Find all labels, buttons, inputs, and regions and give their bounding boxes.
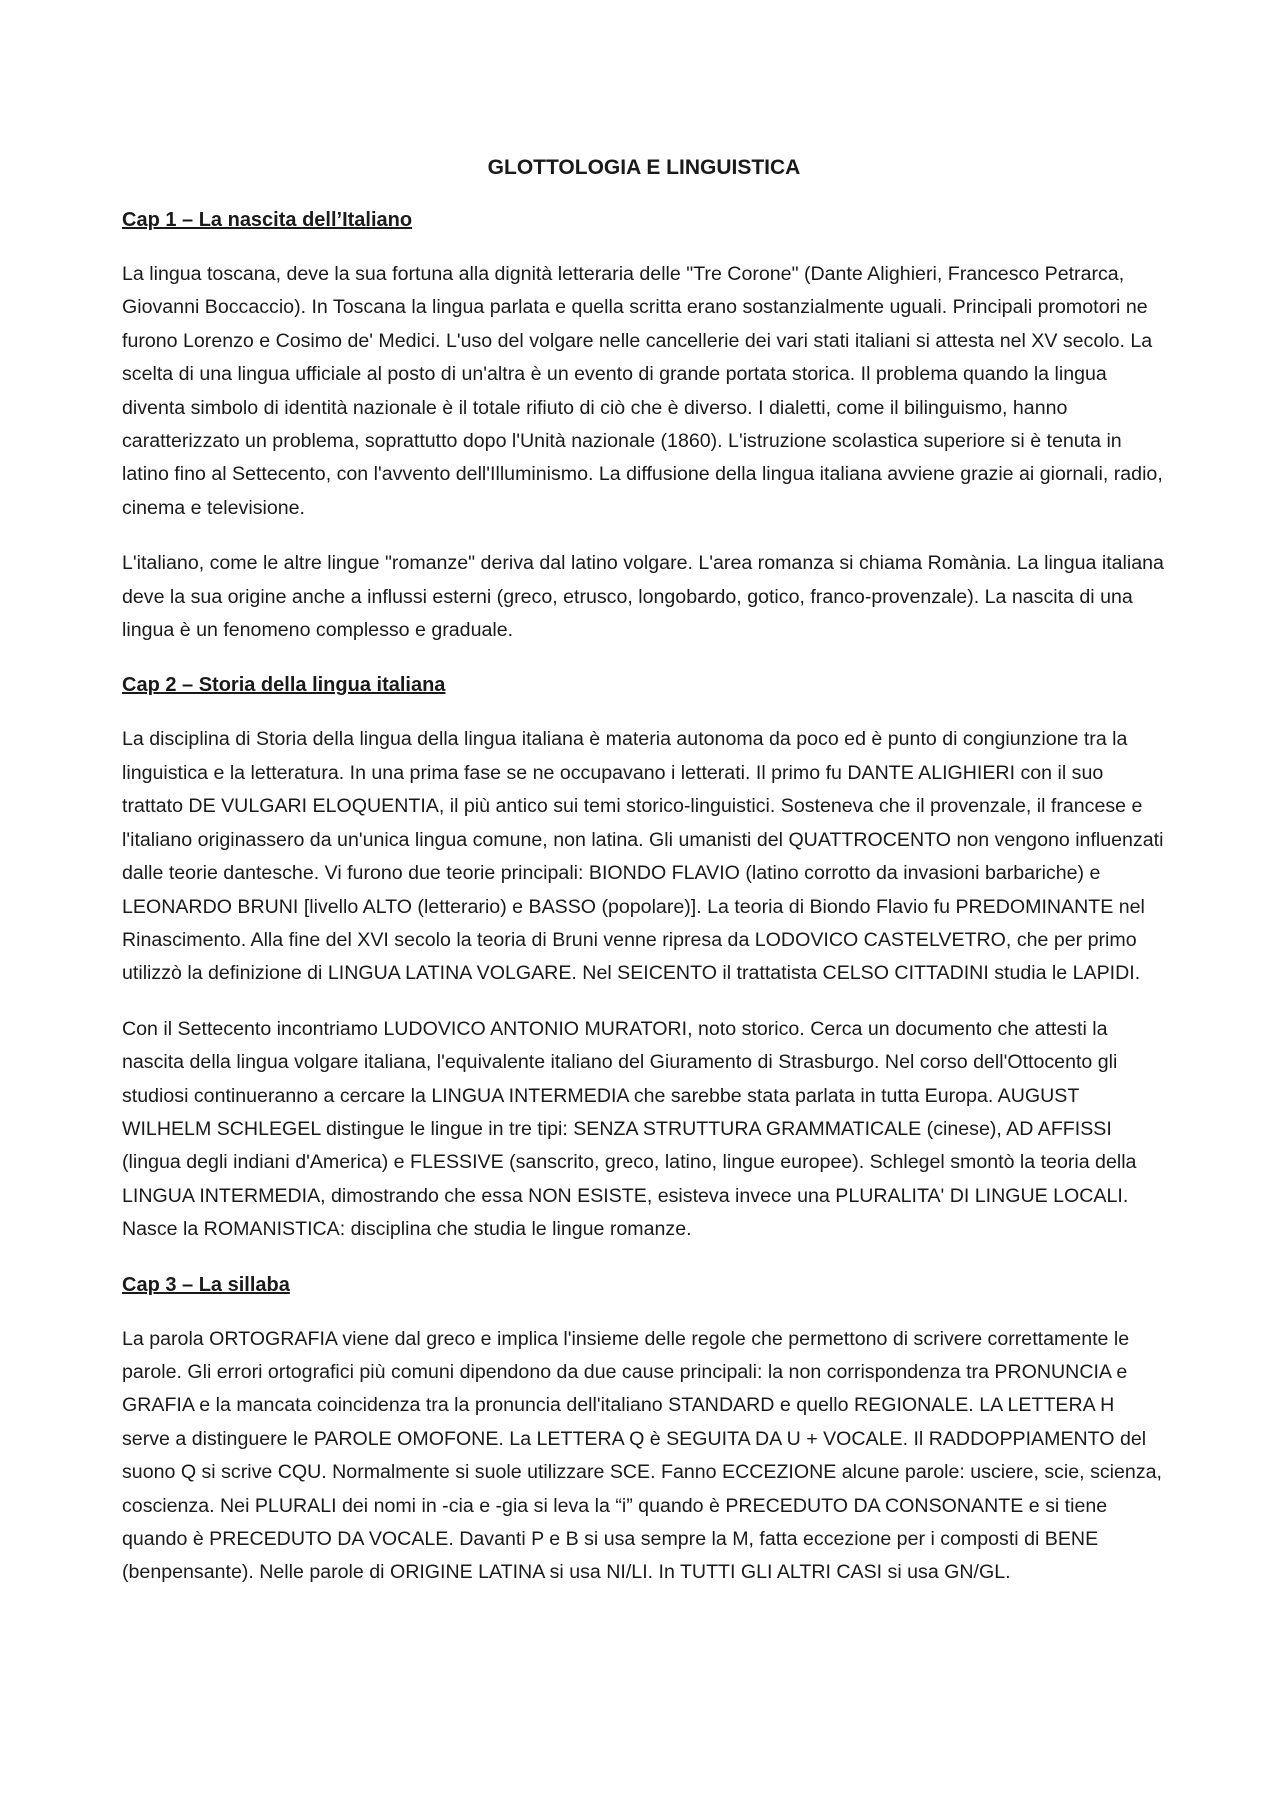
- paragraph-cap-2-1: La disciplina di Storia della lingua della lingua italiana è materia autonoma da poco ed è punto di congiunzione tra la linguistica e la letteratura. In una prima fase se ne occupavano i letterati. Il primo fu DANTE ALIGHIERI con il suo trattato DE VULGARI ELOQUENTIA, il più antico sui temi storico-linguistici. Sosteneva che il provenzale, il francese e l'italiano originassero da un'unica lingua comune, non latina. Gli umanisti del QUATTROCENTO non vengono influenzati dalle teorie dantesche. Vi furono due teorie principali: BIONDO FLAVIO (latino corrotto da invasioni barbariche) e LEONARDO BRUNI [livello ALTO (letterario) e BASSO (popolare)]. La teoria di Biondo Flavio fu PREDOMINANTE nel Rinascimento. Alla fine del XVI secolo la teoria di Bruni venne ripresa da LODOVICO CASTELVETRO, che per primo utilizzò la definizione di LINGUA LATINA VOLGARE. Nel SEICENTO il trattatista CELSO CITTADINI studia le LAPIDI.: [122, 728, 1164, 985]
- paragraph-cap-1-1: La lingua toscana, deve la sua fortuna alla dignità letteraria delle "Tre Corone" (Dante Alighieri, Francesco Petrarca, Giovanni Boccaccio). In Toscana la lingua parlata e quella scritta erano sostanzialmente uguali. Principali promotori ne furono Lorenzo e Cosimo de' Medici. L'uso del volgare nelle cancellerie dei vari stati italiani si attesta nel XV secolo. La scelta di una lingua ufficiale al posto di un'altra è un evento di grande portata storica. Il problema quando la lingua diventa simbolo di identità nazionale è il totale rifiuto di ciò che è diverso. I dialetti, come il bilinguismo, hanno caratterizzato un problema, soprattutto dopo l'Unità nazionale (1860). L'istruzione scolastica superiore si è tenuta in latino fino al Settecento, con l'avvento dell'Illuminismo. La diffusione della lingua italiana avviene grazie ai giornali, radio, cinema e televisione.: [122, 263, 1163, 519]
- document-page: [122, 152, 1166, 1612]
- section-heading-cap-3: Cap 3 – La sillaba: [122, 1273, 290, 1296]
- section-heading-cap-2: Cap 2 – Storia della lingua italiana: [122, 674, 446, 697]
- section-heading-cap-1: Cap 1 – La nascita dell’Italiano: [122, 209, 413, 231]
- document-title: GLOTTOLOGIA E LINGUISTICA: [487, 156, 801, 179]
- paragraph-cap-3-1: La parola ORTOGRAFIA viene dal greco e implica l'insieme delle regole che permettono di scrivere correttamente le parole. Gli errori ortografici più comuni dipendono da due cause principali: la non corrispondenza tra PRONUNCIA e GRAFIA e la mancata coincidenza tra la pronuncia dell'italiano STANDARD e quello REGIONALE. LA LETTERA H serve a distinguere le PAROLE OMOFONE. La LETTERA Q è SEGUITA DA U + VOCALE. Il RADDOPPIAMENTO del suono Q si scrive CQU. Normalmente si suole utilizzare SCE. Fanno ECCEZIONE alcune parole: usciere, scie, scienza, coscienza. Nei PLURALI dei nomi in -cia e -gia si leva la “i” quando è PRECEDUTO DA CONSONANTE e si tiene quando è PRECEDUTO DA VOCALE. Davanti P e B si usa sempre la M, fatta eccezione per i composti di BENE (benpensante). Nelle parole di ORIGINE LATINA si usa NI/LI. In TUTTI GLI ALTRI CASI si usa GN/GL.: [122, 1327, 1162, 1584]
- paragraph-cap-1-2: L'italiano, come le altre lingue "romanze" deriva dal latino volgare. L'area romanza si chiama Romània. La lingua italiana deve la sua origine anche a influssi esterni (greco, etrusco, longobardo, gotico, franco-provenzale). La nascita di una lingua è un fenomeno complesso e graduale.: [122, 552, 1164, 642]
- paragraph-cap-2-2: Con il Settecento incontriamo LUDOVICO ANTONIO MURATORI, noto storico. Cerca un documento che attesti la nascita della lingua volgare italiana, l'equivalente italiano del Giuramento di Strasburgo. Nel corso dell'Ottocento gli studiosi continueranno a cercare la LINGUA INTERMEDIA che sarebbe stata parlata in tutta Europa. AUGUST WILHELM SCHLEGEL distingue le lingue in tre tipi: SENZA STRUTTURA GRAMMATICALE (cinese), AD AFFISSI (lingua degli indiani d'America) e FLESSIVE (sanscrito, greco, latino, lingue europee). Schlegel smontò la teoria della LINGUA INTERMEDIA, dimostrando che essa NON ESISTE, esisteva invece una PLURALITA' DI LINGUE LOCALI. Nasce la ROMANISTICA: disciplina che studia le lingue romanze.: [122, 1017, 1137, 1241]
